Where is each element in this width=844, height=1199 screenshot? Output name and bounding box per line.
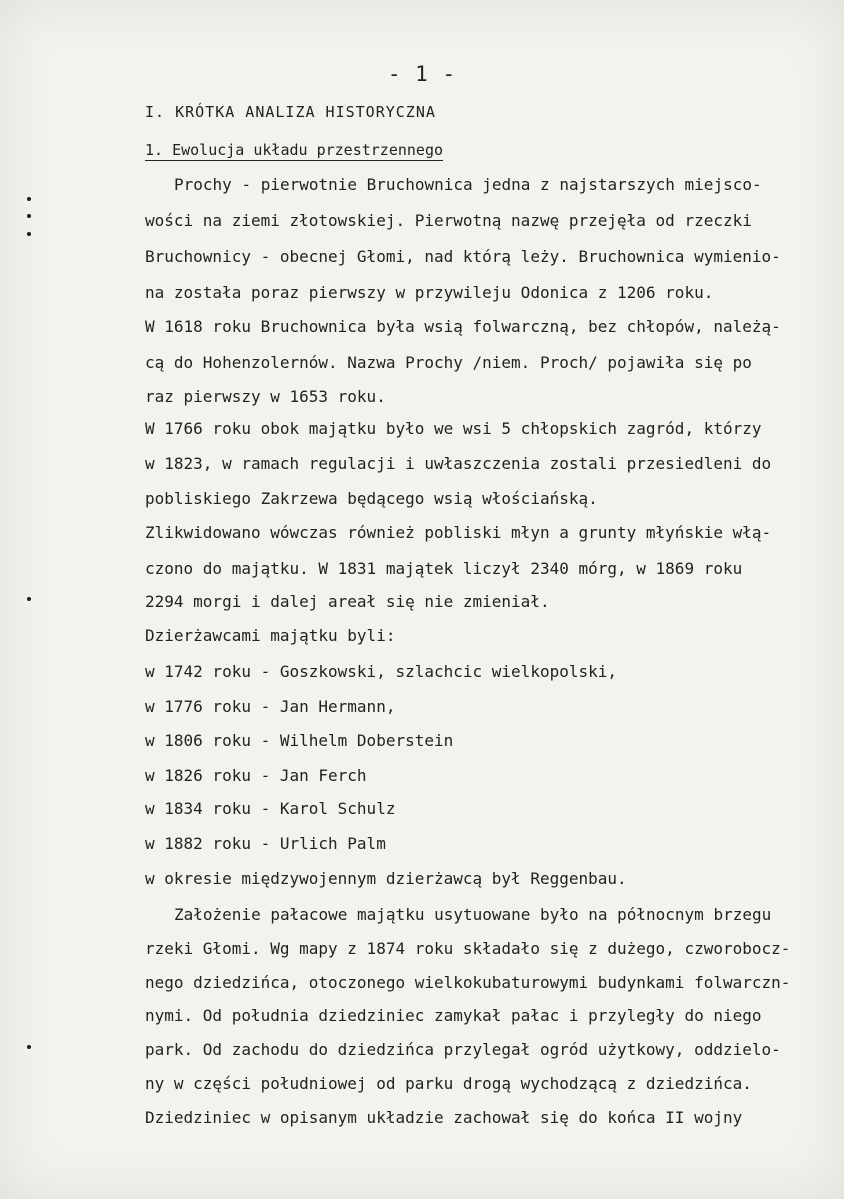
- text-line: pobliskiego Zakrzewa będącego wsią włościańską.: [145, 489, 598, 508]
- text-line: czono do majątku. W 1831 majątek liczył 2340 mórg, w 1869 roku: [145, 559, 743, 578]
- text-line: park. Od zachodu do dziedzińca przylegał ogród użytkowy, oddzielo-: [145, 1040, 781, 1059]
- punch-hole-mark: [27, 232, 31, 236]
- punch-hole-mark: [27, 597, 31, 601]
- list-item: w 1882 roku - Urlich Palm: [145, 834, 386, 853]
- text-line: rzeki Głomi. Wg mapy z 1874 roku składało się z dużego, czworobocz-: [145, 939, 791, 958]
- text-line: Zlikwidowano wówczas również pobliski młyn a grunty młyńskie włą-: [145, 523, 772, 542]
- list-item: w 1776 roku - Jan Hermann,: [145, 697, 396, 716]
- text-line: W 1766 roku obok majątku było we wsi 5 chłopskich zagród, którzy: [145, 419, 762, 438]
- text-line: Prochy - pierwotnie Bruchownica jedna z najstarszych miejsco-: [174, 175, 762, 194]
- list-item: w 1806 roku - Wilhelm Doberstein: [145, 731, 454, 750]
- page-number: - 1 -: [387, 62, 457, 86]
- text-line: nymi. Od południa dziedziniec zamykał pałac i przyległy do niego: [145, 1006, 762, 1025]
- text-line: raz pierwszy w 1653 roku.: [145, 387, 386, 406]
- punch-hole-mark: [27, 1045, 31, 1049]
- text-line: wości na ziemi złotowskiej. Pierwotną nazwę przejęła od rzeczki: [145, 211, 752, 230]
- text-line: Dziedziniec w opisanym układzie zachował się do końca II wojny: [145, 1108, 743, 1127]
- text-line: Dzierżawcami majątku byli:: [145, 626, 396, 645]
- section-title: I. KRÓTKA ANALIZA HISTORYCZNA: [145, 103, 436, 121]
- punch-hole-mark: [27, 214, 31, 218]
- text-line: ny w części południowej od parku drogą wychodzącą z dziedzińca.: [145, 1074, 752, 1093]
- text-line: Bruchownicy - obecnej Głomi, nad którą leży. Bruchownica wymienio-: [145, 247, 781, 266]
- punch-hole-mark: [27, 197, 31, 201]
- subsection-title: 1. Ewolucja układu przestrzennego: [145, 141, 444, 159]
- text-line: 2294 morgi i dalej areał się nie zmieniał.: [145, 592, 550, 611]
- text-line: nego dziedzińca, otoczonego wielkokubaturowymi budynkami folwarczn-: [145, 973, 791, 992]
- text-line: w okresie międzywojennym dzierżawcą był Reggenbau.: [145, 869, 627, 888]
- text-line: Założenie pałacowe majątku usytuowane było na północnym brzegu: [174, 905, 772, 924]
- list-item: w 1742 roku - Goszkowski, szlachcic wielkopolski,: [145, 662, 618, 681]
- text-line: cą do Hohenzolernów. Nazwa Prochy /niem. Proch/ pojawiła się po: [145, 353, 752, 372]
- list-item: w 1834 roku - Karol Schulz: [145, 799, 396, 818]
- text-line: W 1618 roku Bruchownica była wsią folwarczną, bez chłopów, należą-: [145, 317, 781, 336]
- text-line: na została poraz pierwszy w przywileju Odonica z 1206 roku.: [145, 283, 714, 302]
- text-line: w 1823, w ramach regulacji i uwłaszczenia zostali przesiedleni do: [145, 454, 772, 473]
- list-item: w 1826 roku - Jan Ferch: [145, 766, 367, 785]
